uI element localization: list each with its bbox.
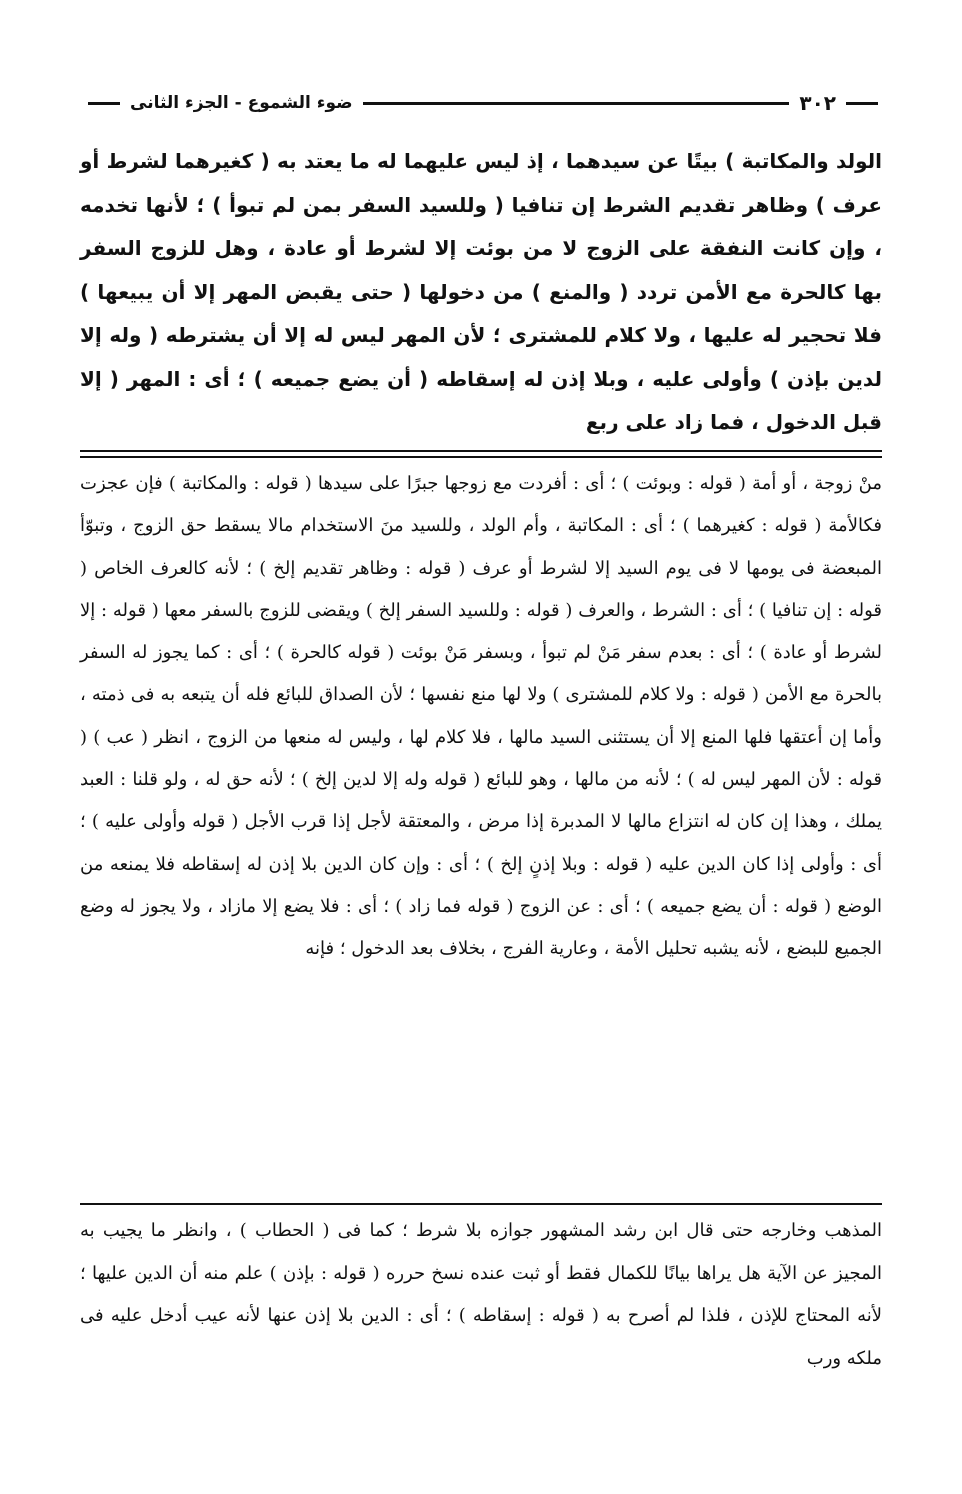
page-number: ٣٠٢	[799, 91, 836, 115]
footnote-divider	[80, 1203, 882, 1205]
commentary-paragraph: منْ زوجة ، أو أمة ( قوله : وبوئت ) ؛ أى : أفردت مع زوجها جبرًا على سيدها ( قوله : والمكاتبة ) فإن عجزت فكالأمة ( قوله : كغيرهما ) ؛ أى : المكاتبة ، وأم الولد ، وللسيد منَ الاستخدام مالا يسقط حق الزوج ، وتبوّأ المبعضة فى يومها لا فى يوم السيد إلا لشرط أو عرف ( قوله : وظاهر تقديم إلخ ) ؛ لأنه كالعرف الخاص ( قوله : إن تنافيا ) ؛ أى : الشرط ، والعرف ( قوله : وللسيد السفر إلخ ) ويقضى للزوج بالسفر معها ( قوله : إلا لشرط أو عادة ) ؛ أى : بعدم سفر مَنْ لم تبوأ ، وبسفر مَنْ بوئت ( قوله كالحرة ) ؛ أى : كما يجوز له السفر بالحرة مع الأمن ( قوله : ولا كلام للمشترى ) ولا لها منع نفسها ؛ لأن الصداق للبائع فله أن يتبعه به فى ذمته ، وأما إن أعتقها فلها المنع إلا أن يستثنى السيد مالها ، فلا كلام لها ، وليس له منعها من الزوج ، انظر ( عب ) ( قوله : لأن المهر ليس له ) ؛ لأنه من مالها ، وهو للبائع ( قوله وله إلا لدين إلخ ) ؛ لأنه حق له ، ولو قلنا : العبد يملك ، وهذا إن كان له انتزاع مالها لا المدبرة إذا مرض ، والمعتقة لأجل إذا قرب الأجل ( قوله وأولى عليه ) ؛ أى : وأولى إذا كان الدين عليه ( قوله : وبلا إذنٍ إلخ ) ؛ أى : وإن كان الدين بلا إذن له إسقاطه فلا يمنعه من الوضع ( قوله : أن يضع جميعه ) ؛ أى : عن الزوج ( قوله فما زاد ) ؛ أى : فلا يضع إلا مازاد ، ولا يجوز له وضع الجميع للبضع ، لأنه يشبه تحليل الأمة ، وعارية الفرج ، بخلاف بعد الدخول ؛ فإنه	[80, 473, 882, 960]
footnotes-paragraph: المذهب وخارجه حتى قال ابن رشد المشهور جوازه بلا شرط ؛ كما فى ( الحطاب ) ، وانظر ما يجيب به المجيز عن الآية هل يراها بيانًا للكمال فقط أو ثبت عنده نسخ حرره ( قوله : بإذن ) علم منه أن الدين عليها ؛ لأنه المحتاج للإذن ، فلذا لم أصرح به ( قوله : إسقاطه ) ؛ أى : الدين بلا إذن عنها لأنه عيب أدخل عليه فى ملكه ورب	[80, 1220, 882, 1369]
header-dash	[846, 102, 878, 105]
main-text-block	[80, 140, 882, 445]
commentary-block	[80, 463, 882, 971]
header-rule	[363, 102, 790, 105]
running-title: ضوء الشموع - الجزء الثانى	[130, 93, 353, 113]
footnotes-block	[80, 1210, 882, 1380]
main-text-paragraph: الولد والمكاتبة ) بيتًا عن سيدهما ، إذ ليس عليهما له ما يعتد به ( كغيرهما لشرط أو عرف ) وظاهر تقديم الشرط إن تنافيا ( وللسيد السفر بمن لم تبوأ ) ؛ لأنها تخدمه ، وإن كانت النفقة على الزوج لا من بوئت إلا لشرط أو عادة ، وهل للزوج السفر بها كالحرة مع الأمن تردد ( والمنع ) من دخولها ( حتى يقبض المهر إلا أن يبيعها ) فلا تحجير له عليها ، ولا كلام للمشترى ؛ لأن المهر ليس له إلا أن يشترطه ( وله إلا لدين بإذن ) وأولى عليه ، وبلا إذن له إسقاطه ( أن يضع جميعه ) ؛ أى : المهر ( إلا قبل الدخول ، فما زاد على ربع	[80, 149, 882, 434]
running-header	[88, 88, 878, 118]
header-dash	[88, 102, 120, 105]
double-divider	[80, 450, 882, 458]
